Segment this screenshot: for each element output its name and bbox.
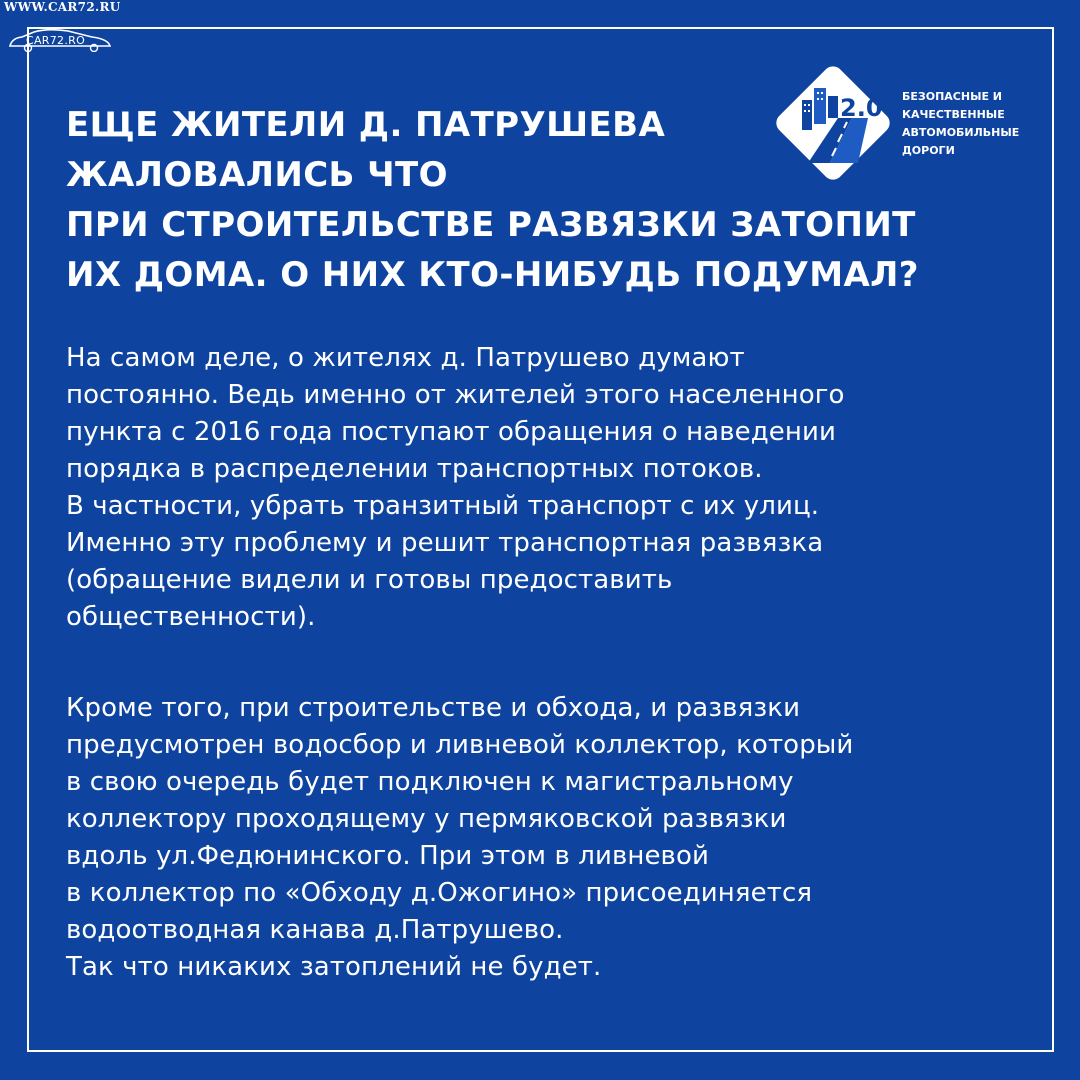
paragraph-line: в свою очередь будет подключен к магистральному [66,767,794,797]
paragraph-line: в коллектор по «Обходу д.Ожогино» присоединяется [66,878,813,908]
paragraph-line: порядка в распределении транспортных потоков. [66,454,763,484]
paragraph-line: Так что никаких затоплений не будет. [66,952,602,982]
paragraph-line: пункта с 2016 года поступают обращения о наведении [66,417,836,447]
badge-version: 2.0 [840,94,883,122]
paragraph-line: (обращение видели и готовы предоставить [66,565,673,595]
badge-caption-line: БЕЗОПАСНЫЕ И [902,90,1003,103]
badge-caption-line: АВТОМОБИЛЬНЫЕ [902,126,1020,139]
headline-line: ЕЩЕ ЖИТЕЛИ Д. ПАТРУШЕВА [66,105,666,145]
watermark-logo-text: CAR72.RO [26,34,86,47]
paragraph-line: коллектору проходящему у пермяковской развязки [66,804,787,834]
paragraph-line: На самом деле, о жителях д. Патрушево думают [66,343,745,373]
badge-caption-line: ДОРОГИ [902,144,955,157]
paragraph-line: водоотводная канава д.Патрушево. [66,915,564,945]
paragraph-line: вдоль ул.Федюнинского. При этом в ливневой [66,841,709,871]
paragraph-line: Кроме того, при строительстве и обхода, и развязки [66,693,801,723]
headline-line: ЖАЛОВАЛИСЬ ЧТО [66,155,448,195]
paragraph-1 [66,340,1011,636]
paragraph-line: В частности, убрать транзитный транспорт с их улиц. [66,491,820,521]
badge-caption-line: КАЧЕСТВЕННЫЕ [902,108,1005,121]
paragraph-line: общественности). [66,602,316,632]
paragraph-2 [66,690,1011,986]
headline-line: ИХ ДОМА. О НИХ КТО-НИБУДЬ ПОДУМАЛ? [66,255,919,295]
headline-line: ПРИ СТРОИТЕЛЬСТВЕ РАЗВЯЗКИ ЗАТОПИТ [66,205,916,245]
watermark-site-url: WWW.CAR72.RU [4,0,121,14]
headline [66,100,1006,300]
paragraph-line: постоянно. Ведь именно от жителей этого населенного [66,380,845,410]
watermark [4,0,134,52]
paragraph-line: предусмотрен водосбор и ливневой коллектор, который [66,730,854,760]
paragraph-line: Именно эту проблему и решит транспортная развязка [66,528,824,558]
